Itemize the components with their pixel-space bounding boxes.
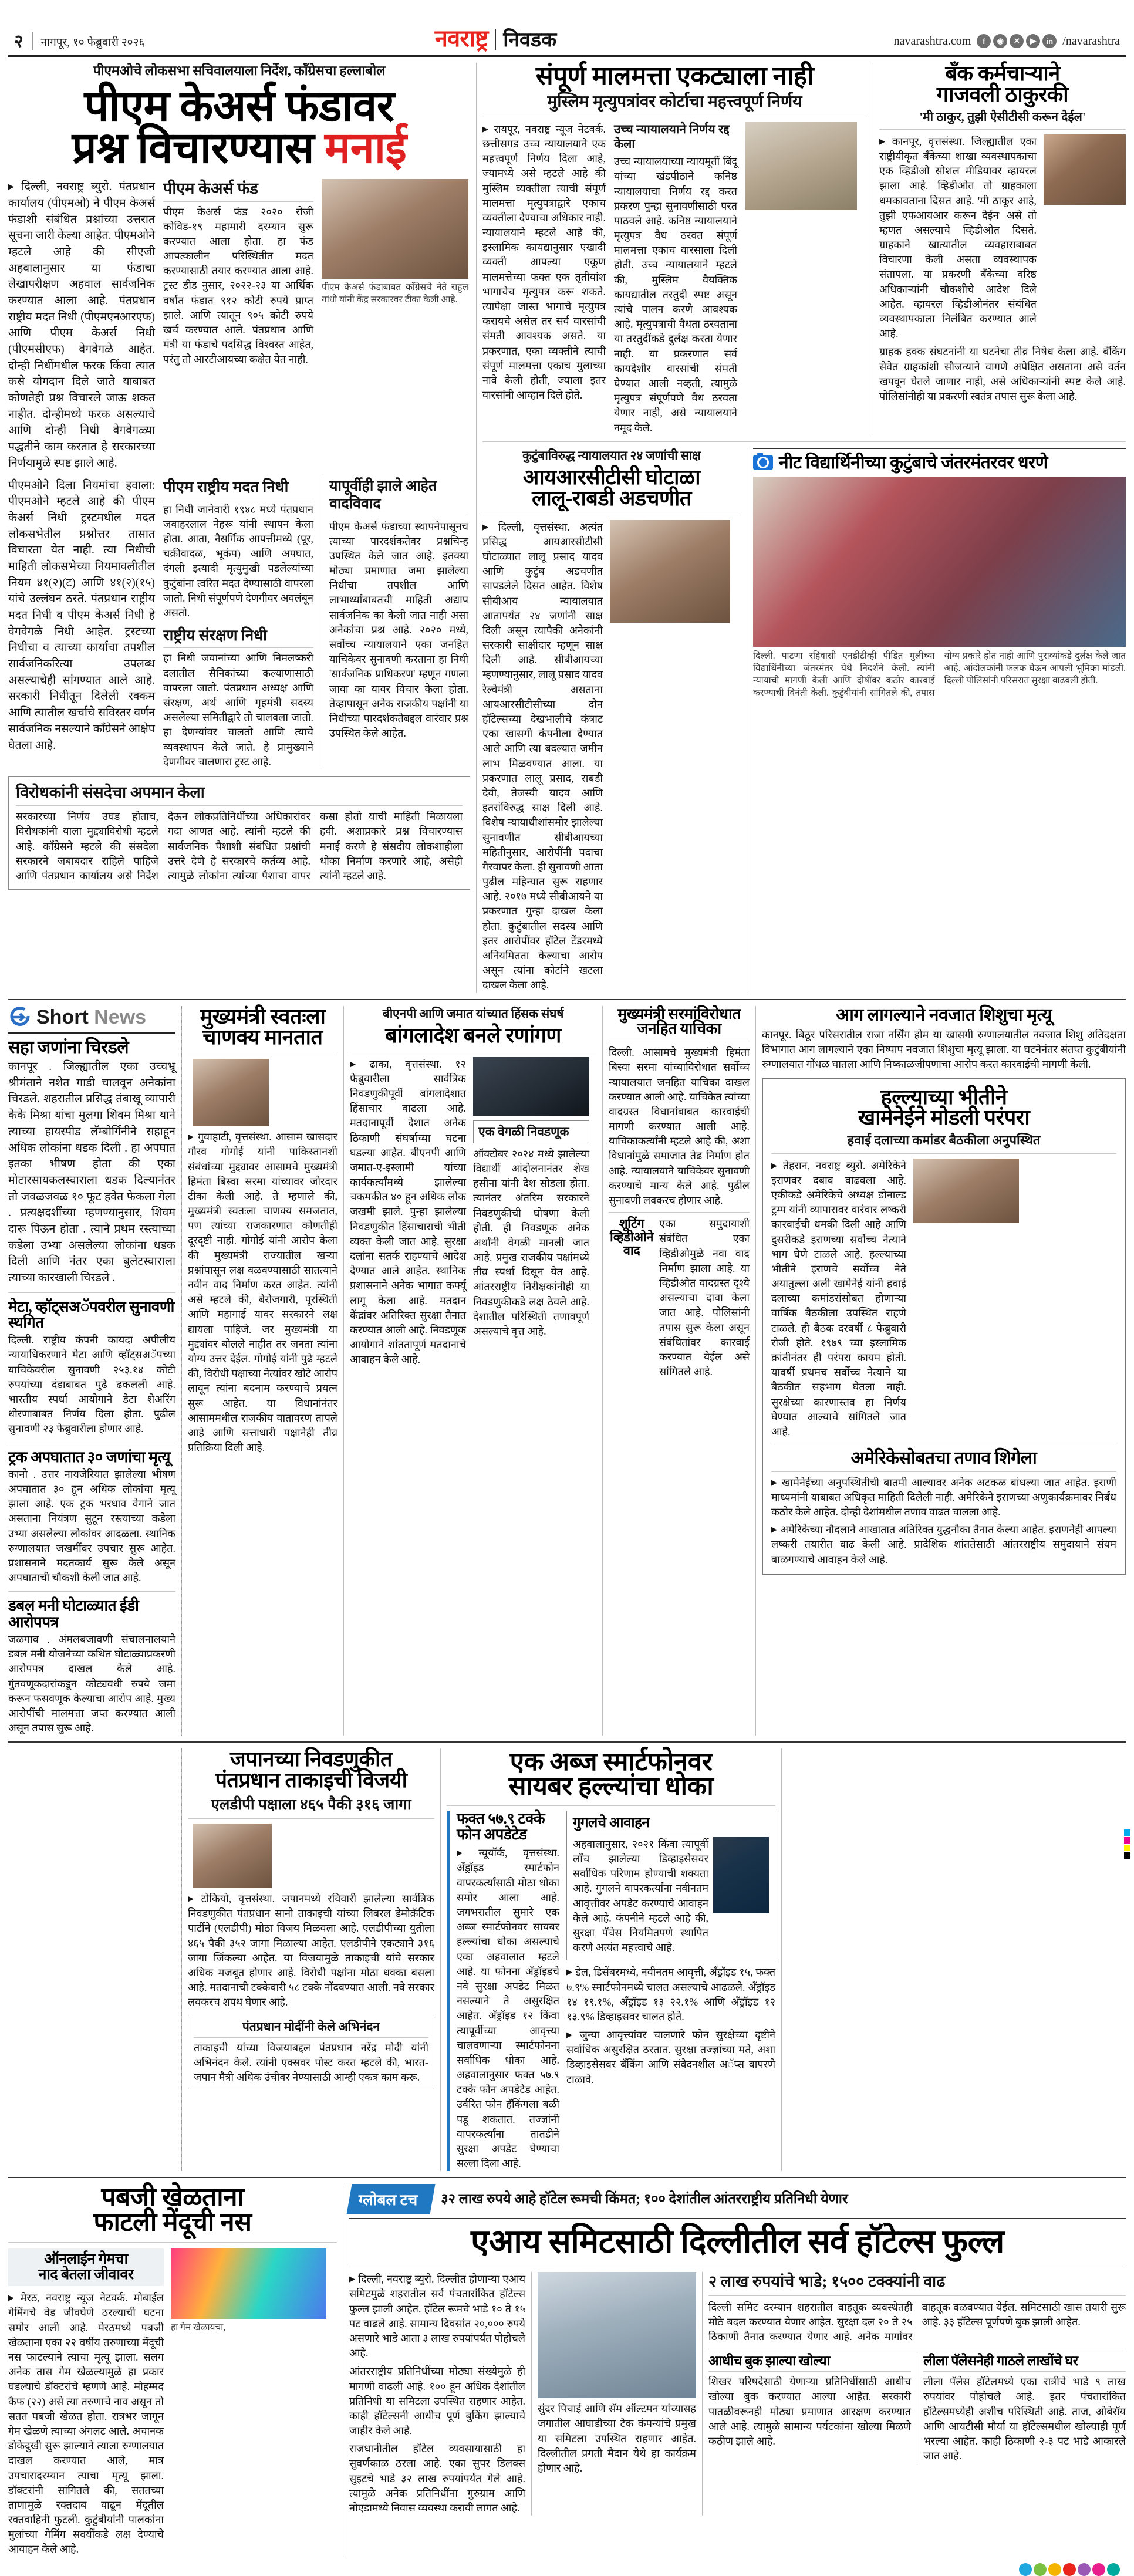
- muslim-will-body-right: उच्च न्यायालयाच्या न्यायमूर्ती बिंदू यांच्या खंडपीठाने कनिष्ठ न्यायालयाचा निर्णय रद्द करत प्रकरण पुन्हा सुनावणीसाठी परत पाठवले आहे. कनिष्ठ न्यायालयाने मृत्युपत्र वैध ठरवत संपूर्ण मालमत्ता एकाच वारसाला दिली होती. उच्च न्यायालयाने म्हटले की, मुस्लिम वैयक्तिक कायद्यातील तरतुदी स्पष्ट असून त्यांचे पालन करणे आवश्यक आहे. मृत्युपत्राची वैधता ठरवताना या तरतुदींकडे दुर्लक्ष करता येणार नाही. या प्रकरणात सर्व कायदेशीर वारसांची संमती घेण्यात आली नव्हती, त्यामुळे मृत्युपत्र संपूर्णपणे वैध ठरवता येणार नाही, असे न्यायालयाने नमूद केले.: [614, 156, 737, 434]
- global-box-1: [708, 2354, 911, 2463]
- neet-protest-photo: [753, 477, 1126, 647]
- muslim-will-left: [482, 122, 606, 435]
- lead-box2-text: हा निधी जानेवारी १९४८ मध्ये पंतप्रधान जवाहरलाल नेहरू यांनी स्थापन केला होता. आता, नैसर्गिक आपत्तीमध्ये (पूर, चक्रीवादळ, भूकंप) आणि अपघात, दंगली इत्यादी मृत्युमुखी पडलेल्यांच्या कुटुंबांना त्वरित मदत देण्यासाठी वापरला जातो. निधी संपूर्णपणे देणगीवर अवलंबून असतो.: [163, 503, 313, 619]
- bangladesh-sub: एक वेगळी निवडणूक: [478, 1124, 569, 1139]
- short-news-item-3: [8, 1449, 176, 1586]
- story-irctc: [482, 448, 741, 993]
- band-separator-2: [8, 1741, 1126, 1743]
- global-body-4: दिल्ली समिट दरम्यान शहरातील वाहतूक व्यवस्थेतही मोठे बदल करण्यात येणार आहेत. सुरक्षा दल २० ते २५ ठिकाणी तैनात करण्यात येणार आहे. अनेक मार्गांवर वाहतूक वळवण्यात येईल. समिटसाठी खास तयारी सुरू आहे. ३३ हॉटेल्स पूर्णपणे बुक झाली आहेत.: [708, 2301, 1126, 2342]
- pil-box-body: एका समुदायाशी संबंधित एका व्हिडीओमुळे नवा वाद निर्माण झाला आहे. या व्हिडीओत वादग्रस्त दृश्ये असल्याचा दावा केला जात आहे. पोलिसांनी तपास सुरू केला असून संबंधितांवर कारवाई करण्यात येईल असे सांगितले आहे.: [659, 1218, 750, 1378]
- story-cm-chanakya: [188, 1006, 338, 1736]
- story-khamenei: [762, 1078, 1126, 1575]
- pil-box-titles: [609, 1217, 654, 1379]
- global-side-body: सुंदर पिचाई आणि सॅम ऑल्टमन यांच्यासह जगातील आघाडीच्या टेक कंपन्यांचे प्रमुख या समिटला उपस्थित राहणार आहेत. दिल्लीतील प्रगती मैदान येथे हा कार्यक्रम होणार आहे.: [538, 2403, 696, 2474]
- muslim-will-row: [482, 122, 867, 435]
- color-dot-red: [1063, 2563, 1076, 2576]
- short-news-head-4: डबल मनी घोटाळ्यात ईडी आरोपपत्र: [8, 1597, 139, 1630]
- fire-baby-body: कानपूर. बिठूर परिसरातील राजा नर्सिंग होम या खासगी रुग्णालयातील नवजात शिशु अतिदक्षता विभागात आग लागल्याने एका निष्पाप नवजात शिशुचा मृत्यू झाला. या घटनेनंतर संतप्त कुटुंबीयांनी रुग्णालयात गोंधळ घातला आणि निष्काळजीपणाचा आरोप करत कारवाईची मागणी केली.: [762, 1029, 1126, 1071]
- column-separator-12: [531, 2272, 532, 2516]
- band-lower-spacer: [8, 1748, 176, 2171]
- cyber-right-col: [566, 1811, 775, 2172]
- global-touch-tag[interactable]: [346, 2184, 435, 2214]
- column-separator-8: [181, 1748, 182, 2171]
- bank-row: [879, 134, 1126, 342]
- lead-body-1: ▶ दिल्ली, नवराष्ट्र ब्युरो. पंतप्रधान कार्यालय (पीएमओ) ने पीएम केअर्स फंडाशी संबंधित प्रश्नांच्या उत्तरात सूचना जारी केल्या आहेत. पीएमओने म्हटले आहे की सीएजी अहवालानुसार या फंडाचा लेखापरीक्षण अहवाल सार्वजनिक करण्यात आला आहे. पंतप्रधान राष्ट्रीय मदत निधी (पीएमएनआरएफ) आणि पीएम केअर्स निधी (पीएमसीएफ) वेगवेगळे आहेत. दोन्ही निधींमधील फरक किंवा त्यात कसे योगदान दिले जाते याबाबत कोणतेही प्रश्न विचारले जाऊ शकत नाहीत. दोन्हीमध्ये फरक असल्याचे आणि दोन्ही निधी वेगवेगळ्या पद्धतीने काम करतात हे सरकारच्या निर्णयामुळे स्पष्ट झाले आहे.: [8, 179, 155, 471]
- lead-box4-title: यापूर्वीही झाले आहेत वादविवाद: [329, 478, 437, 512]
- band-separator-3: [8, 2177, 1126, 2178]
- cyber-side-row: [573, 1837, 769, 1956]
- khamenei-text-col: [771, 1159, 906, 1440]
- japan-headline-1: जपानच्या निवडणुकीत: [230, 1747, 393, 1771]
- trump-khamenei-photo: [913, 1159, 1019, 1223]
- short-news-body-1: कानपूर . जिल्ह्यातील एका उच्चभ्रू श्रीमंताने नशेत गाडी चालवून अनेकांना चिरडले. शहरातील प्रसिद्ध तंबाखू व्यापारी केके मिश्रा यांचा मुलगा शिवम मिश्रा याने त्याच्या हायस्पीड लॅम्बोर्गिनीने सहाहून अधिक लोकांना धडक दिली . हा अपघात इतका भीषण होता की एका मोटारसायकलस्वाराला धडक दिल्यानंतर तो जवळजवळ १० फूट हवेत फेकला गेला . प्रत्यक्षदर्शींच्या म्हणण्यानुसार, शिवम दारू पिऊन होता . त्याने प्रथम रस्त्याच्या कडेला उभ्या असलेल्या लोकांना धडक दिली आणि नंतर एका बुलेटस्वाराला त्याच्या कारखाली चिरडले .: [8, 1061, 176, 1284]
- pil-box-body-col: [659, 1217, 750, 1379]
- bank-body: ▶ कानपूर, वृत्तसंस्था. जिल्ह्यातील एका राष्ट्रीयीकृत बँकेच्या शाखा व्यवस्थापकाचा एक व्हिडीओ सोशल मीडियावर व्हायरल झाला आहे. व्हिडीओत तो ग्राहकाला धमकावताना दिसत आहे. 'मी ठाकूर आहे, तुझी एफआयआर करून देईन' असे तो म्हणत असल्याचे व्हिडीओत दिसते. ग्राहकाने खात्यातील व्यवहाराबाबत विचारणा केली असता व्यवस्थापक संतापला. या प्रकरणी बँकेच्या वरिष्ठ अधिकाऱ्यांनी चौकशीचे आदेश दिले आहेत. व्हायरल व्हिडीओनंतर संबंधित व्यवस्थापकाला निलंबित करण्यात आले आहे.: [879, 134, 1037, 342]
- page-number: २: [14, 32, 23, 51]
- bank-photo-block: [1044, 134, 1126, 342]
- youtube-icon[interactable]: ▶: [1026, 34, 1040, 48]
- pubg-headline-2: फाटली मेंदूची नस: [93, 2207, 252, 2237]
- global-touch-kicker: ३२ लाख रुपये आहे हॉटेल रूमची किंमत; १०० देशांतील आंतरराष्ट्रीय प्रतिनिधी येणार: [441, 2192, 848, 2207]
- band-middle: [8, 1006, 1126, 1736]
- takaichi-photo: [193, 1824, 272, 1888]
- brand-edition: निवडक: [503, 29, 557, 51]
- muslim-will-right: [614, 122, 737, 435]
- pubg-body: ▶ मेरठ, नवराष्ट्र न्यूज नेटवर्क. मोबाईल गेमिंगचे वेड जीवघेणे ठरल्याची घटना समोर आली आहे. मेरठमध्ये पबजी खेळताना एका २२ वर्षीय तरुणाच्या मेंदूची नस फाटल्याने त्याचा मृत्यू झाला. सलग अनेक तास गेम खेळल्यामुळे हा प्रकार घडल्याचे डॉक्टरांचे म्हणणे आहे. मोहम्मद कैफ (२२) असे त्या तरुणाचे नाव असून तो सतत पबजी खेळत होता. रात्रभर जागून गेम खेळणे त्याच्या अंगलट आले. अचानक डोकेदुखी सुरू झाल्याने त्याला रुग्णालयात दाखल करण्यात आले, मात्र उपचारादरम्यान त्याचा मृत्यू झाला. डॉक्टरांनी सांगितले की, सततच्या ताणामुळे रक्तदाब वाढून मेंदूतील रक्तवाहिनी फुटली. कुटुंबीयांनी पालकांना मुलांच्या गेमिंग सवयींकडे लक्ष देण्याचे आवाहन केले आहे.: [8, 2291, 164, 2557]
- irctc-kicker: कुटुंबाविरुद्ध न्यायालयात २४ जणांची साक्ष: [522, 448, 701, 462]
- global-boxes: [708, 2354, 1126, 2463]
- pubg-sub-2: नाद बेतला जीवावर: [38, 2267, 134, 2283]
- column-separator-10: [781, 1748, 782, 2171]
- band-separator-1: [8, 999, 1126, 1000]
- lead-box-opposition: [8, 776, 470, 890]
- short-news-column: [8, 1006, 176, 1736]
- bangladesh-headline: बांगलादेश बनले रणांगण: [385, 1023, 561, 1047]
- irctc-headline-2: लालू-राबडी अडचणीत: [532, 486, 691, 510]
- global-col-1: [349, 2272, 525, 2516]
- masthead-left: [14, 32, 144, 50]
- footer-marks: [8, 2557, 1126, 2576]
- logo-separator: [495, 29, 496, 50]
- global-box1-title: आधीच बुक झाल्या खोल्या: [708, 2354, 830, 2369]
- global-body-band: [349, 2272, 1126, 2516]
- neet-tag-label: नीट विद्यार्थिनीच्या कुटुंबाचे जंतरमंतरवर धरणे: [779, 453, 1048, 472]
- lead-box5-title: विरोधकांनी संसदेचा अपमान केला: [16, 783, 205, 801]
- color-dot-cyan: [1019, 2563, 1032, 2576]
- lead-box3-title: राष्ट्रीय संरक्षण निधी: [163, 627, 267, 644]
- short-news-body-2: दिल्ली. राष्ट्रीय कंपनी कायदा अपीलीय न्यायाधिकरणाने मेटा आणि व्हॉट्सअॅपच्या याचिकेवरील सुनावणी २५३.१४ कोटी रुपयांच्या दंडाबाबत पुढे ढकलली आहे. भारतीय स्पर्धा आयोगाने डेटा शेअरिंग धोरणाबाबत निर्णय दिला होता. पुढील सुनावणी २३ फेब्रुवारीला होणार आहे.: [8, 1334, 176, 1435]
- linkedin-icon[interactable]: in: [1042, 34, 1057, 48]
- masthead-logo-group[interactable]: [435, 27, 556, 50]
- irctc-photo-col: [610, 520, 730, 993]
- lead-box-debate: [322, 478, 468, 769]
- color-registration-strip: [1019, 2563, 1120, 2576]
- global-headline: एआय समिटसाठी दिल्लीतील सर्व हॉटेल्स फुल्ल: [471, 2224, 1004, 2261]
- global-body-1: ▶ दिल्ली, नवराष्ट्र ब्युरो. दिल्लीत होणाऱ्या एआय समिटमुळे शहरातील सर्व पंचतारांकित हॉटेल्स फुल्ल झाली आहेत. हॉटेल रूमचे भाडे १० ते १५ पट वाढले आहे. सामान्य दिवसांत २०,००० रुपये असणारे भाडे आता ३ लाख रुपयांपर्यंत पोहोचले आहे.: [349, 2272, 525, 2361]
- column-separator-9: [440, 1748, 441, 2171]
- bank-headline-line2: गाजवली ठाकुरकी: [936, 82, 1069, 106]
- short-news-head-1: सहा जणांना चिरडले: [8, 1037, 129, 1057]
- short-news-title-a: Short: [36, 1005, 89, 1028]
- story-cyber: [447, 1748, 775, 2171]
- short-news-rule: [8, 1032, 176, 1034]
- cyber-side-body: अहवालानुसार, २०२१ किंवा त्यापूर्वी लाँच झालेल्या डिव्हाइसेसवर सर्वाधिक परिणाम होण्याची शक्यता आहे. गुगलने वापरकर्त्यांना नवीनतम आवृत्तीवर अपडेट करण्याचे आवाहन केले आहे. कंपनीने म्हटले आहे की, सुरक्षा पॅचेस नियमितपणे स्थापित करणे अत्यंत महत्त्वाचे आहे.: [573, 1838, 708, 1954]
- short-news-header: [8, 1006, 176, 1029]
- pubg-row: [8, 2248, 337, 2557]
- lead-box-relief: [163, 478, 313, 769]
- neet-photo-caption: दिल्ली. पाटणा रहिवासी एनडीटीव्ही पीडित मुलीच्या विद्यार्थिनीच्या जंतरमंतर येथे निदर्शने केली. त्यांनी न्यायाची मागणी केली आणि दोषींवर कठोर कारवाई करण्याची विनंती केली. कुटुंबीयांनी सांगितले की, तपास योग्य प्रकारे होत नाही आणि पुराव्यांकडे दुर्लक्ष केले जात आहे. आंदोलकांनी फलक घेऊन आपली भूमिका मांडली. दिल्ली पोलिसांनी परिसरात सुरक्षा वाढवली होती.: [753, 651, 1126, 698]
- column-separator-5: [343, 1006, 344, 1736]
- irctc-row: [482, 520, 741, 993]
- short-news-head-3: ट्रक अपघातात ३० जणांचा मृत्यू: [8, 1448, 170, 1466]
- us-tension-headline: अमेरिकेसोबतचा तणाव शिगेला: [851, 1449, 1037, 1468]
- smartphone-photo: [713, 1837, 769, 1913]
- color-dot-green: [1034, 2563, 1047, 2576]
- short-news-item-2: [8, 1299, 176, 1437]
- cmyk-registration-mark: [1124, 1829, 1130, 1859]
- pil-box-title-1: शूटिंग: [619, 1216, 644, 1231]
- global-body-2: आंतरराष्ट्रीय प्रतिनिधींच्या मोठ्या संख्येमुळे ही मागणी वाढली आहे. १०० हून अधिक देशांतील प्रतिनिधी या समिटला उपस्थित राहणार आहेत. काही हॉटेल्सनी आधीच पूर्ण बुकिंग झाल्याचे जाहीर केले आहे.: [349, 2365, 525, 2437]
- band-lower-right-spacer: [788, 1748, 1126, 2171]
- pubg-photo: [171, 2248, 326, 2319]
- lead-headline-line1: पीएम केअर्स फंडावर: [84, 82, 394, 131]
- cmyk-k: [1124, 1852, 1130, 1859]
- global-box-2: [923, 2354, 1126, 2463]
- us-tension-body-1: ▶ खामेनेईच्या अनुपस्थितीची बातमी आल्यावर अनेक अटकळ बांधल्या जात आहेत. इराणी माध्यमांनी याबाबत अधिकृत माहिती दिलेली नाही. अमेरिकेने इराणच्या अणुकार्यक्रमावर निर्बंध कठोर केले आहेत. दोन्ही देशांमधील तणाव वाढत चालला आहे.: [771, 1476, 1116, 1520]
- website-url[interactable]: navarashtra.com: [893, 34, 971, 48]
- band-lower: [8, 1748, 1126, 2171]
- chanakya-headline-1: मुख्यमंत्री स्वतःला: [200, 1004, 326, 1028]
- bangladesh-kicker: बीएनपी आणि जमात यांच्यात हिंसक संघर्ष: [382, 1006, 564, 1021]
- cyber-side-box: [566, 1811, 775, 1961]
- column-separator-13: [702, 2272, 703, 2516]
- lead-lower-row: [8, 478, 470, 769]
- column-separator-7: [755, 1006, 756, 1736]
- lead-box4-text: पीएम केअर्स फंडाच्या स्थापनेपासूनच त्याच्या पारदर्शकतेवर प्रश्नचिन्ह उपस्थित केले जात आहे. इतक्या मोठ्या प्रमाणात जमा झालेल्या निधीचा तपशील आणि लाभार्थ्यांबाबतची माहिती अद्याप सार्वजनिक का केली जात नाही असा अनेकांचा प्रश्न आहे. २०२० मध्ये, सर्वोच्च न्यायालयाने एका जनहित याचिकेवर सुनावणी करताना हा निधी 'सार्वजनिक प्राधिकरण' म्हणून गणला जावा का यावर विचार केला होता. तेव्हापासून अनेक राजकीय पक्षांनी या निधीच्या पारदर्शकतेबद्दल वारंवार प्रश्न उपस्थित केले आहेत.: [329, 520, 468, 740]
- pubg-headline-1: पबजी खेळताना: [101, 2183, 244, 2212]
- khamenei-row: [771, 1159, 1116, 1440]
- chanakya-headline-2: चाणक्य मानतात: [203, 1025, 323, 1049]
- global-body-3: राजधानीतील हॉटेल व्यवसायासाठी हा सुवर्णकाळ ठरला आहे. एका सुपर डिलक्स सुइटचे भाडे ३२ लाख रुपयांपर्यंत गेले आहे. त्यामुळे अनेक प्रतिनिधींना गुरुग्राम आणि नोएडामध्ये निवास व्यवस्था करावी लागत आहे.: [349, 2443, 525, 2514]
- irctc-headline-1: आयआरसीटीसी घोटाळा: [522, 465, 701, 489]
- japan-headline-2: पंतप्रधान ताकाइची विजयी: [215, 1768, 407, 1792]
- cyber-sub-1: फक्त ५७.९ टक्के: [457, 1809, 545, 1827]
- lead-headline-line2: [8, 126, 470, 172]
- short-news-item-1: [8, 1038, 176, 1287]
- khamenei-headline-1: हल्ल्याच्या भीतीने: [880, 1085, 1007, 1109]
- masthead-date: नागपूर, १० फेब्रुवारी २०२६: [41, 36, 145, 49]
- bank-photo: [1044, 134, 1126, 205]
- band-bottom: [8, 2184, 1126, 2557]
- cyber-headline-2: सायबर हल्ल्यांचा धोका: [508, 1772, 714, 1801]
- lead-photo-caption: पीएम केअर्स फंडाबाबत काँग्रेसचे नेते राहुल गांधी यांनी केंद्र सरकारवर टीका केली आहे.: [322, 282, 468, 305]
- band-irctc: [482, 448, 1126, 993]
- column-right-middle: [762, 1006, 1126, 1736]
- social-links[interactable]: [977, 34, 1057, 48]
- global-col-3: [708, 2272, 1126, 2516]
- bangladesh-col-left: [350, 1057, 466, 1368]
- bank-text-col: [879, 134, 1037, 342]
- arrow-circle-icon: [8, 1007, 31, 1027]
- irctc-body: ▶ दिल्ली, वृत्तसंस्था. अत्यंत प्रसिद्ध आयआरसीटीसी घोटाळ्यात लालू प्रसाद यादव आणि कुटुंब अडचणीत सापडलेले दिसत आहेत. विशेष सीबीआय न्यायालयात आतापर्यंत २४ जणांनी साक्ष दिली असून त्यापैकी अनेकांनी सरकारी साक्षीदार म्हणून साक्ष दिली आहे. सीबीआयच्या म्हणण्यानुसार, लालू प्रसाद यादव रेल्वेमंत्री असताना आयआरसीटीसीच्या दोन हॉटेल्सच्या देखभालीचे कंत्राट एका खासगी कंपनीला देण्यात आले आणि त्या बदल्यात जमीन लाभ मिळवण्यात आला. या प्रकरणात लालू प्रसाद, राबडी देवी, तेजस्वी यादव आणि इतरांविरुद्ध साक्ष दिली आहे. विशेष न्यायाधीशांसमोर झालेल्या सुनावणीत सीबीआयच्या महितीनुसार, आरोपींनी पदाचा गैरवापर केला. ही सुनावणी आता पुढील महिन्यात सुरू राहणार आहे. २०१७ मध्ये सीबीआयने या प्रकरणात गुन्हा दाखल केला होता. कुटुंबातील सदस्य आणि इतर आरोपींवर हॉटेल टेंडरमध्ये अनियमितता केल्याचा आरोप असून त्यांना कोर्टाने खटला दाखल केला आहे.: [482, 520, 603, 993]
- lead-body-2: पीएमओने दिला नियमांचा हवाला: पीएमओने म्हटले आहे की पीएम केअर्स निधी ट्रस्टमधील मदत लोकसभेतील प्रश्नोत्तर तासात विचारता येत नाही. त्या निधीची माहिती लोकसभेच्या नियमावलीतील नियम ४१(२)(ट) आणि ४१(२)(१५) यांचे उल्लंघन ठरते. पंतप्रधान राष्ट्रीय मदत निधी व पीएम केअर्स निधी हे वेगवेगळे निधी आहेत. ट्रस्टच्या निधीचा व त्याच्या कार्याचा तपशील सार्वजनिकरित्या उपलब्ध असल्याचेही सांगण्यात आले आहे. सरकारी निधीतून दिलेली रक्कम आणि त्यातील खर्चाचे सविस्तर वर्णन सार्वजनिक नसल्याने काँग्रेसने आक्षेप घेतला आहे.: [8, 479, 155, 752]
- muslim-will-photo-block: [745, 122, 857, 435]
- bangladesh-row: [350, 1057, 596, 1368]
- story-neet-protest: [753, 448, 1126, 993]
- masthead-right: [894, 34, 1120, 50]
- band-top-inner: [482, 63, 1126, 435]
- cyber-side-title: गुगलचे आवाहन: [573, 1815, 650, 1831]
- story-bank-employee: [879, 63, 1126, 435]
- masthead-divider: [32, 32, 33, 50]
- band-top-right-group: [482, 63, 1126, 993]
- bangladesh-body-2: ऑक्टोबर २०२४ मध्ये झालेल्या विद्यार्थी आंदोलनानंतर शेख हसीना यांनी देश सोडला होता. त्यानंतर अंतरिम सरकारने निवडणुकीची घोषणा केली होती. ही निवडणूक अनेक अर्थांनी वेगळी मानली जात आहे. प्रमुख राजकीय पक्षांमध्ये तीव्र स्पर्धा दिसून येत आहे. आंतरराष्ट्रीय निरीक्षकांनीही या निवडणुकीकडे लक्ष ठेवले आहे. देशातील परिस्थिती तणावपूर्ण असल्याचे वृत्त आहे.: [473, 1147, 589, 1338]
- japan-footer-title: पंतप्रधान मोदींनी केले अभिनंदन: [242, 2019, 380, 2034]
- masthead: [8, 0, 1126, 54]
- bangladesh-body-1: ▶ ढाका, वृत्तसंस्था. १२ फेब्रुवारीला सार्वत्रिक निवडणुकीपूर्वी बांगलादेशात हिंसाचार वाढला आहे. मतदानापूर्वी देशात अनेक ठिकाणी संघर्षाच्या घटना घडल्या आहेत. बीएनपी आणि जमात-ए-इस्लामी यांच्या कार्यकर्त्यांमध्ये झालेल्या चकमकीत ४० हून अधिक लोक जखमी झाले. पुन्हा झालेल्या निवडणुकीत हिंसाचाराची भीती व्यक्त केली जात आहे. सुरक्षा दलांना सतर्क राहण्याचे आदेश देण्यात आले आहेत. स्थानिक प्रशासनाने अनेक भागात कर्फ्यू लागू केला आहे. मतदान केंद्रांवर अतिरिक्त सुरक्षा तैनात करण्यात आली आहे. निवडणूक आयोगाने शांततापूर्ण मतदानाचे आवाहन केले आहे.: [350, 1057, 466, 1368]
- pil-kicker-2: जनहित याचिका: [637, 1019, 721, 1037]
- lead-box5-text: सरकारच्या निर्णय उघड होताच, विरोधकांनी याला मुद्द्याविरोधी म्हटले आहे. काँग्रेसने म्हटले की संसदेला सरकारने जबाबदार राहिले पाहिजे आणि पंतप्रधान कार्यालय असे निर्देश देऊन लोकप्रतिनिधींच्या अधिकारांवर गदा आणत आहे. त्यांनी म्हटले की सार्वजनिक पैशाशी संबंधित प्रश्नांची उत्तरे देणे हे सरकारचे कर्तव्य आहे. त्यामुळे लोकांना त्यांच्या पैशाचा वापर कसा होतो याची माहिती मिळायला हवी. अशाप्रकारे प्रश्न विचारण्यास मनाई करणे हे संसदीय लोकशाहीला धोका निर्माण करणारे आहे, असेही त्यांनी म्हटले आहे.: [16, 811, 463, 882]
- pil-box-row: [609, 1217, 750, 1379]
- bank-body-2: ग्राहक हक्क संघटनांनी या घटनेचा तीव्र निषेध केला आहे. बँकिंग सेवेत ग्राहकांशी सौजन्याने वागणे अपेक्षित असताना असे वर्तन खपवून घेतले जाणार नाही, असे अधिकाऱ्यांनी स्पष्ट केले आहे. पोलिसांनीही या प्रकरणी स्वतंत्र तपास सुरू केला आहे.: [879, 346, 1126, 402]
- story-japan: [188, 1748, 434, 2171]
- instagram-icon[interactable]: ◉: [993, 34, 1007, 48]
- section-global-touch: [349, 2184, 1126, 2557]
- global-box1-body: शिखर परिषदेसाठी येणाऱ्या प्रतिनिधींसाठी आधीच खोल्या बुक करण्यात आल्या आहेत. सरकारी पातळीवरूनही मोठ्या प्रमाणात आरक्षण करण्यात आले आहे. त्यामुळे सामान्य पर्यटकांना खोल्या मिळणे कठीण झाले आहे.: [708, 2376, 911, 2447]
- x-twitter-icon[interactable]: ✕: [1010, 34, 1024, 48]
- horizontal-separator-1: [482, 441, 1126, 442]
- lead-body-col-2: [8, 478, 155, 769]
- lead-box1-text: पीएम केअर्स फंड २०२० रोजी कोविड-१९ महामारी दरम्यान सुरू करण्यात आला होता. हा फंड आपत्कालीन परिस्थितीत मदत करण्यासाठी तयार करण्यात आला आहे. ट्रस्ट डीड नुसार, २०२२-२३ या आर्थिक वर्षात फंडात ९१२ कोटी रुपये प्राप्त झाले. आणि त्यातून ९०५ कोटी रुपये खर्च करण्यात आले. पंतप्रधान आणि मंत्री या फंडाचे पदसिद्ध विश्वस्त आहेत, परंतु तो आरटीआयच्या कक्षेत येत नाही.: [163, 205, 313, 366]
- japan-subhead: एलडीपी पक्षाला ४६५ पैकी ३१६ जागा: [211, 1795, 411, 1813]
- cmyk-y: [1124, 1845, 1130, 1851]
- khamenei-headline-2: खामेनेईने मोडली परंपरा: [858, 1106, 1030, 1130]
- pil-box-title-2: व्हिडीओने: [610, 1230, 653, 1245]
- lead-box3-text: हा निधी जवानांच्या आणि निमलष्करी दलातील सैनिकांच्या कल्याणासाठी वापरला जातो. पंतप्रधान अध्यक्ष आणि संरक्षण, अर्थ आणि गृहमंत्री सदस्य असलेल्या समितीद्वारे तो चालवला जातो. हा देणग्यांवर चालतो आणि त्याचे व्यवस्थापन केले जाते. हे प्रामुख्याने देणगीवर चालणारा ट्रस्ट आहे.: [163, 652, 313, 768]
- khamenei-subhead: हवाई दलाच्या कमांडर बैठकीला अनुपस्थित: [847, 1133, 1041, 1148]
- pubg-sub-box: [8, 2248, 164, 2287]
- short-news-title-b: News: [94, 1005, 147, 1028]
- short-news-item-4: [8, 1598, 176, 1736]
- brand-logo[interactable]: नवराष्ट्र: [434, 25, 488, 52]
- short-news-body-3: कानो . उत्तर नायजेरियात झालेल्या भीषण अपघातात ३० हून अधिक लोकांचा मृत्यू झाला आहे. एक ट्रक भरधाव वेगाने जात असताना नियंत्रण सुटून रस्त्याच्या कडेला उभ्या असलेल्या लोकांवर आदळला. स्थानिक रुग्णालयात जखमींवर उपचार सुरू आहेत. प्रशासनाने मदतकार्य सुरू केले असून अपघाताची चौकशी केली जात आहे.: [8, 1468, 176, 1584]
- muslim-will-body-left: ▶ रायपूर, नवराष्ट्र न्यूज नेटवर्क. छत्तीसगड उच्च न्यायालयाने एक महत्त्वपूर्ण निर्णय दिला आहे, ज्यामध्ये असे म्हटले आहे की मुस्लिम व्यक्तीला त्याची संपूर्ण मालमत्ता मृत्युपत्राद्वारे एकाच व्यक्तीला देण्याचा अधिकार नाही. न्यायालयाने म्हटले आहे की, इस्लामिक कायद्यानुसार एखादी व्यक्ती आपल्या एकूण मालमत्तेच्या फक्त एक तृतीयांश भागाचेच मृत्युपत्र करू शकते. त्यापेक्षा जास्त भागाचे मृत्युपत्र करायचे असेल तर सर्व वारसांची संमती आवश्यक असते. या प्रकरणात, एका व्यक्तीने त्याची संपूर्ण मालमत्ता एकाच मुलाच्या नावे केली होती, ज्याला इतर वारसांनी आव्हान दिले होते.: [482, 122, 606, 403]
- cyber-left-col: [457, 1811, 559, 2172]
- fire-baby-headline: आग लागल्याने नवजात शिशुचा मृत्यू: [836, 1005, 1052, 1025]
- muslim-will-headline: संपूर्ण मालमत्ता एकट्याला नाही: [535, 62, 814, 90]
- lead-story: [8, 63, 470, 993]
- lead-photo-block: [322, 179, 468, 471]
- short-news-sep-1: [8, 1292, 176, 1293]
- chanakya-body: ▶ गुवाहाटी, वृत्तसंस्था. आसाम खासदार गौरव गोगोई यांनी पाकिस्तानशी संबंधांच्या मुद्द्यावर आसामचे मुख्यमंत्री हिमंता बिस्वा सरमा यांच्यावर जोरदार टीका केली आहे. ते म्हणाले की, मुख्यमंत्री स्वतःला चाणक्य समजतात, पण त्यांच्या राजकारणात कोणतीही दूरदृष्टी नाही. गोगोई यांनी आरोप केला की मुख्यमंत्री राज्यातील खऱ्या प्रश्नांपासून लक्ष वळवण्यासाठी सातत्याने नवीन वाद निर्माण करत आहेत. त्यांनी असे म्हटले की, बेरोजगारी, पूरस्थिती आणि महागाई यावर सरकारने लक्ष द्यायला पाहिजे. जर मुख्यमंत्री या मुद्द्यांवर बोलले नाहीत तर जनता त्यांना योग्य उत्तर देईल. गोगोई यांनी पुढे म्हटले की, विरोधी पक्षाच्या नेत्यांवर खोटे आरोप लावून त्यांना बदनाम करण्याचे प्रयत्न सुरू आहेत. या विधानांनंतर आसाममधील राजकीय वातावरण तापले आहे आणि सत्ताधारी पक्षानेही तीव्र प्रतिक्रिया दिली आहे.: [188, 1130, 338, 1455]
- pil-kicker-1: मुख्यमंत्री सरमांविरोधात: [617, 1005, 741, 1022]
- court-photo: [745, 122, 857, 210]
- color-dot-magenta: [1092, 2563, 1105, 2576]
- story-pubg: [8, 2184, 337, 2557]
- global-box2-body: लीला पॅलेस हॉटेलमध्ये एका रात्रीचे भाडे ९ लाख रुपयांवर पोहोचले आहे. इतर पंचतारांकित हॉटेल्समध्येही अशीच परिस्थिती आहे. ताज, ओबेरॉय आणि आयटीसी मौर्या या हॉटेल्समधील खोल्याही पूर्ण भरल्या आहेत. काही ठिकाणी २-३ पट भाडे आकारले जात आहे.: [923, 2376, 1126, 2462]
- lead-headline-part-b: मनाई: [325, 124, 407, 173]
- story-pil: [609, 1006, 750, 1736]
- lead-box1-title: पीएम केअर्स फंड: [163, 180, 258, 198]
- column-separator-1: [476, 63, 477, 993]
- japan-footer-box: [188, 2015, 434, 2090]
- japan-body: ▶ टोकियो, वृत्तसंस्था. जपानमध्ये रविवारी झालेल्या सार्वत्रिक निवडणुकीत पंतप्रधान सानो ताकाइची यांच्या लिबरल डेमोक्रॅटिक पार्टीने (एलडीपी) मोठा विजय मिळवला आहे. एलडीपीच्या युतीला ४६५ पैकी ३५२ जागा मिळाल्या आहेत. एलडीपीने एकट्याने ३१६ जागा जिंकल्या आहेत. या विजयामुळे ताकाइची यांचे सरकार अधिक मजबूत होणार आहे. विरोधी पक्षांना मोठा धक्का बसला आहे. मतदानाची टक्केवारी ५८ टक्के नोंदवण्यात आली. नवे सरकार लवकरच शपथ घेणार आहे.: [188, 1892, 434, 2010]
- irctc-text-col: [482, 520, 603, 993]
- global-col-2: [538, 2272, 696, 2516]
- lead-photo: [322, 179, 468, 279]
- color-dot-purple: [1078, 2563, 1091, 2576]
- global-subhead: २ लाख रुपयांचे भाडे; १५०० टक्क्यांनी वाढ: [708, 2273, 946, 2291]
- cmyk-c: [1124, 1829, 1130, 1836]
- cmyk-m: [1124, 1837, 1130, 1844]
- lead-box2-title: पीएम राष्ट्रीय मदत निधी: [163, 478, 289, 495]
- story-muslim-will: [482, 63, 867, 435]
- lalu-photo: [610, 520, 730, 623]
- cyber-accent-bar: [447, 1811, 450, 2172]
- hotel-photo: [538, 2272, 696, 2398]
- cyber-body: ▶ न्यूयॉर्क, वृत्तसंस्था. अँड्रॉइड स्मार्टफोन वापरकर्त्यांसाठी मोठा धोका समोर आला आहे. जगभरातील सुमारे एक अब्ज स्मार्टफोनवर सायबर हल्ल्यांचा धोका असल्याचे एका अहवालात म्हटले आहे. या फोनना अँड्रॉइडचे नवे सुरक्षा अपडेट मिळत नसल्याने ते असुरक्षित आहेत. अँड्रॉइड १२ किंवा त्यापूर्वीच्या आवृत्त्या चालवणाऱ्या स्मार्टफोनना सर्वाधिक धोका आहे. अहवालानुसार फक्त ५७.९ टक्के फोन अपडेटेड आहेत. उर्वरित फोन हॅकिंगला बळी पडू शकतात. तज्ज्ञांनी वापरकर्त्यांना तातडीने सुरक्षा अपडेट घेण्याचा सल्ला दिला आहे.: [457, 1846, 559, 2171]
- masthead-rule: [8, 55, 1126, 58]
- bank-subhead: 'मी ठाकुर, तुझी ऐसीटीसी करून देईल': [919, 109, 1086, 124]
- cyber-headline-1: एक अब्ज स्मार्टफोनवर: [509, 1747, 713, 1777]
- story-bangladesh: [350, 1006, 596, 1736]
- lead-headline-part-a: प्रश्न विचारण्यास: [72, 124, 325, 173]
- cyber-row: [447, 1811, 775, 2172]
- cyber-stat-2: ▶ जुन्या आवृत्त्यांवर चालणारे फोन सुरक्षेच्या दृष्टीने सर्वाधिक असुरक्षित ठरतात. सुरक्षा तज्ज्ञांच्या मते, अशा डिव्हाइसेसवर बँकिंग आणि संवेदनशील अॅप्स वापरणे टाळावे.: [566, 2028, 775, 2087]
- story-fire-baby: [762, 1006, 1126, 1072]
- khamenei-body: ▶ तेहरान, नवराष्ट्र ब्युरो. अमेरिकेने इराणवर दबाव वाढवला आहे. एकीकडे अमेरिकेचे अध्यक्ष डोनाल्ड ट्रम्प यांनी व्यापारावर वारंवार लष्करी कारवाईची धमकी दिली आहे आणि दुसरीकडे इराणच्या सर्वोच्च नेत्याने भाग घेणे टाळले आहे. हल्ल्याच्या भीतीने इराणचे सर्वोच्च नेते अयातुल्ला अली खामेनेई यांनी हवाई दलाच्या कमांडरांसोबत होणाऱ्या वार्षिक बैठकीला उपस्थित राहणे टाळले. ही बैठक दरवर्षी ८ फेब्रुवारी रोजी होते. १९७९ च्या इस्लामिक क्रांतीनंतर ही परंपरा कायम होती. यावर्षी प्रथमच सर्वोच्च नेत्याने या बैठकीत सहभाग घेतला नाही. सुरक्षेच्या कारणास्तव हा निर्णय घेण्यात आल्याचे सांगितले जात आहे.: [771, 1159, 906, 1440]
- japan-footer-text: ताकाइची यांच्या विजयाबद्दल पंतप्रधान नरेंद्र मोदी यांनी अभिनंदन केले. त्यांनी एक्सवर पोस्ट करत म्हटले की, भारत-जपान मैत्री अधिक उंचीवर नेण्यासाठी आम्ही एकत्र काम करू.: [194, 2041, 428, 2084]
- short-news-head-2: मेटा, व्हॉट्सअॅपवरील सुनावणी स्थगित: [8, 1298, 174, 1331]
- muslim-will-subhead: मुस्लिम मृत्युपत्रांवर कोर्टाचा महत्त्वपूर्ण निर्णय: [547, 93, 802, 112]
- bank-headline-line1: बँक कर्मचाऱ्याने: [945, 62, 1060, 85]
- khamenei-photo-col: [913, 1159, 1019, 1440]
- bangladesh-col-right: [473, 1057, 589, 1368]
- color-dot-yellow: [1048, 2563, 1061, 2576]
- us-tension-body-2: ▶ अमेरिकेच्या नौदलाने आखातात अतिरिक्त युद्धनौका तैनात केल्या आहेत. इराणनेही आपल्या लष्करी तयारीत वाढ केली आहे. प्रादेशिक शांततेसाठी आंतरराष्ट्रीय समुदायाने संयम बाळगण्याचे आवाहन केले आहे.: [771, 1522, 1116, 1567]
- lead-box-pmcares: [163, 179, 313, 471]
- pubg-sub-1: ऑनलाईन गेमचा: [44, 2251, 128, 2267]
- band-top: [8, 63, 1126, 993]
- pubg-right-col: [171, 2248, 326, 2557]
- global-box2-title: लीला पॅलेसनेही गाठले लाखोंचे घर: [923, 2354, 1078, 2369]
- cyber-sub-2: फोन अपडेटेड: [457, 1825, 527, 1843]
- social-handle[interactable]: /navarashtra: [1062, 34, 1120, 48]
- short-news-body-4: जळगाव . अंमलबजावणी संचालनालयाने डबल मनी योजनेच्या कथित घोटाळ्याप्रकरणी आरोपपत्र दाखल केले आहे. गुंतवणूकदारांकडून कोट्यवधी रुपये जमा करून फसवणूक केल्याचा आरोप आहे. मुख्य आरोपींची मालमत्ता जप्त करण्यात आली असून तपास सुरू आहे.: [8, 1633, 176, 1734]
- global-touch-tag-label: ग्लोबल टच: [359, 2192, 418, 2209]
- global-touch-header: [349, 2184, 1126, 2219]
- color-dot-teal: [1107, 2563, 1120, 2576]
- pubg-left-col: [8, 2248, 164, 2557]
- lead-kicker: पीएमओचे लोकसभा सचिवालयाला निर्देश, काँग्रेसचा हल्लाबोल: [93, 63, 386, 78]
- camera-icon: [753, 455, 773, 470]
- lead-upper-row: [8, 179, 470, 471]
- short-news-title: [36, 1006, 146, 1029]
- column-separator-4: [181, 1006, 182, 1736]
- pil-body: दिल्ली. आसामचे मुख्यमंत्री हिमंता बिस्वा सरमा यांच्याविरोधात सर्वोच्च न्यायालयात जनहित याचिका दाखल करण्यात आली आहे. याचिकेत त्यांच्या वादग्रस्त विधानांबाबत कारवाईची मागणी करण्यात आली आहे. याचिकाकर्त्यांनी म्हटले आहे की, अशा विधानांमुळे समाजात तेढ निर्माण होत आहे. न्यायालयाने याचिकेवर सुनावणी करण्याचे मान्य केले आहे. पुढील सुनावणी लवकरच होणार आहे.: [609, 1046, 750, 1207]
- lead-body-col: [8, 179, 155, 471]
- pil-box-title-3: वाद: [623, 1243, 640, 1258]
- cyber-stat-1: ▶ डेल, डिसेंबरमध्ये, नवीनतम आवृत्ती, अँड्रॉइड १५, फक्त ७.९% स्मार्टफोनमध्ये चालत असल्याचे आढळले. अँड्रॉइड १४ १९.१%, अँड्रॉइड १३ २२.१% आणि अँड्रॉइड १२ १३.९% डिव्हाइसवर चालत होते.: [566, 1965, 775, 2024]
- neet-photo-tag: [753, 454, 1126, 472]
- bangladesh-photo: [473, 1057, 589, 1116]
- bangladesh-sub-box: [473, 1120, 589, 1143]
- pubg-photo-note: हा गेम खेळायचा,: [171, 2322, 226, 2332]
- gogoi-photo: [193, 1059, 269, 1126]
- short-news-sep-3: [8, 1591, 176, 1592]
- muslim-will-sub: उच्च न्यायालयाने निर्णय रद्द केला: [614, 121, 730, 151]
- facebook-icon[interactable]: f: [977, 34, 991, 48]
- column-separator-6: [602, 1006, 603, 1736]
